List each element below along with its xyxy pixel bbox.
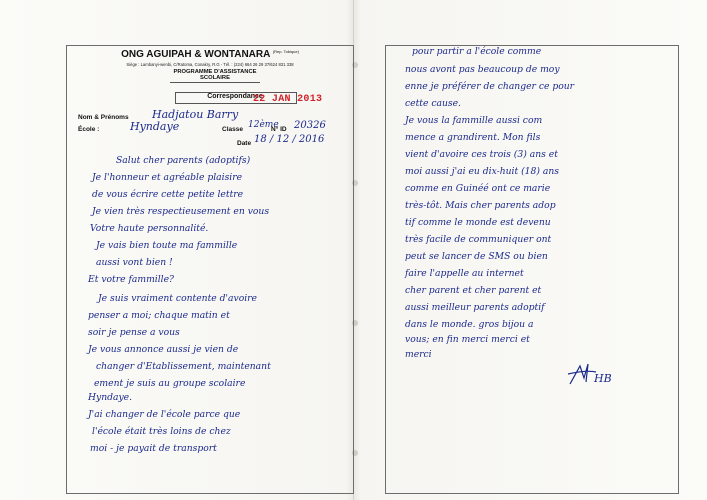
letter-line: changer d'Etablissement, maintenant <box>96 361 271 372</box>
letter-line: Et votre fammille? <box>88 274 174 285</box>
letter-line: l'école était très loins de chez <box>92 426 231 437</box>
letter-line: mence a grandirent. Mon fils <box>405 132 541 143</box>
letter-line: très-tôt. Mais cher parents adop <box>405 200 556 211</box>
letter-line: ement je suis au groupe scolaire <box>94 378 246 389</box>
name-label: Nom & Prénoms <box>78 114 129 121</box>
class-label: Classe <box>222 126 243 133</box>
school-label: École : <box>78 126 100 133</box>
id-label: N° ID <box>271 126 287 133</box>
class-value: 12ème <box>248 120 279 130</box>
letter-line: dans le monde. gros bijou a <box>405 319 534 330</box>
signature <box>566 360 614 388</box>
organization-suffix: (Rep. Tobique) <box>272 49 299 54</box>
letter-line: tif comme le monde est devenu <box>405 217 551 228</box>
letter-line: Je suis vraiment contente d'avoire <box>98 293 257 304</box>
letter-line: nous avont pas beaucoup de moy <box>405 64 560 75</box>
letter-line: Hyndaye. <box>88 392 133 403</box>
letter-line: J'ai changer de l'école parce que <box>88 409 241 420</box>
letter-line: soir je pense a vous <box>88 327 180 338</box>
letter-line: Je vien très respectieusement en vous <box>92 206 270 217</box>
date-value: 18 / 12 / 2016 <box>254 134 325 145</box>
letter-line: vous; en fin merci merci et <box>405 334 530 345</box>
letter-line: Je vais bien toute ma fammille <box>96 240 238 251</box>
name-value: Hadjatou Barry <box>152 108 239 121</box>
correspondence-title: Correspondance <box>207 93 263 100</box>
letter-line: Je l'honneur et agréable plaisire <box>92 172 243 183</box>
letter-line: enne je préférer de changer ce pour <box>405 81 575 92</box>
letter-line: aussi vont bien ! <box>96 257 173 268</box>
letter-line: cher parent et cher parent et <box>405 285 542 296</box>
letter-line: cette cause. <box>405 98 461 109</box>
signature-initials: HB <box>594 372 612 385</box>
school-value: Hyndaye <box>130 120 180 133</box>
letter-line: aussi meilleur parents adoptif <box>405 302 545 313</box>
organization-address: Siège : Lambanyi-wenbi, C/Ratoma, Conakry, R.G - Tél. : (224) 664 26 29 37/624 831 338 <box>126 62 294 67</box>
program-title: PROGRAMME D'ASSISTANCE SCOLAIRE <box>170 69 260 83</box>
date-stamp: 22 JAN 2013 <box>253 94 323 105</box>
letter-line: Salut cher parents (adoptifs) <box>116 155 251 166</box>
letter-line: faire l'appelle au internet <box>405 268 524 279</box>
letter-line: moi aussi j'ai eu dix-huit (18) ans <box>405 166 559 177</box>
letter-line: moi - je payait de transport <box>90 443 217 454</box>
letter-line: vient d'avoire ces trois (3) ans et <box>405 149 558 160</box>
letter-line: de vous écrire cette petite lettre <box>92 189 244 200</box>
letter-line: penser a moi; chaque matin et <box>88 310 230 321</box>
letter-line: merci <box>405 349 432 360</box>
letter-line: comme en Guinéé ont ce marie <box>405 183 551 194</box>
letter-line: Votre haute personnalité. <box>90 223 209 234</box>
letter-line: très facile de communiquer ont <box>405 234 552 245</box>
letter-line: pour partir a l'école comme <box>412 46 542 57</box>
date-label: Date <box>237 140 252 147</box>
letter-line: peut se lancer de SMS ou bien <box>405 251 548 262</box>
id-value: 20326 <box>294 120 326 131</box>
organization-title <box>68 49 352 60</box>
organization-name: ONG AGUIPAH & WONTANARA <box>121 49 270 60</box>
letter-line: Je vous la fammille aussi com <box>405 115 543 126</box>
letter-line: Je vous annonce aussi je vien de <box>88 344 239 355</box>
